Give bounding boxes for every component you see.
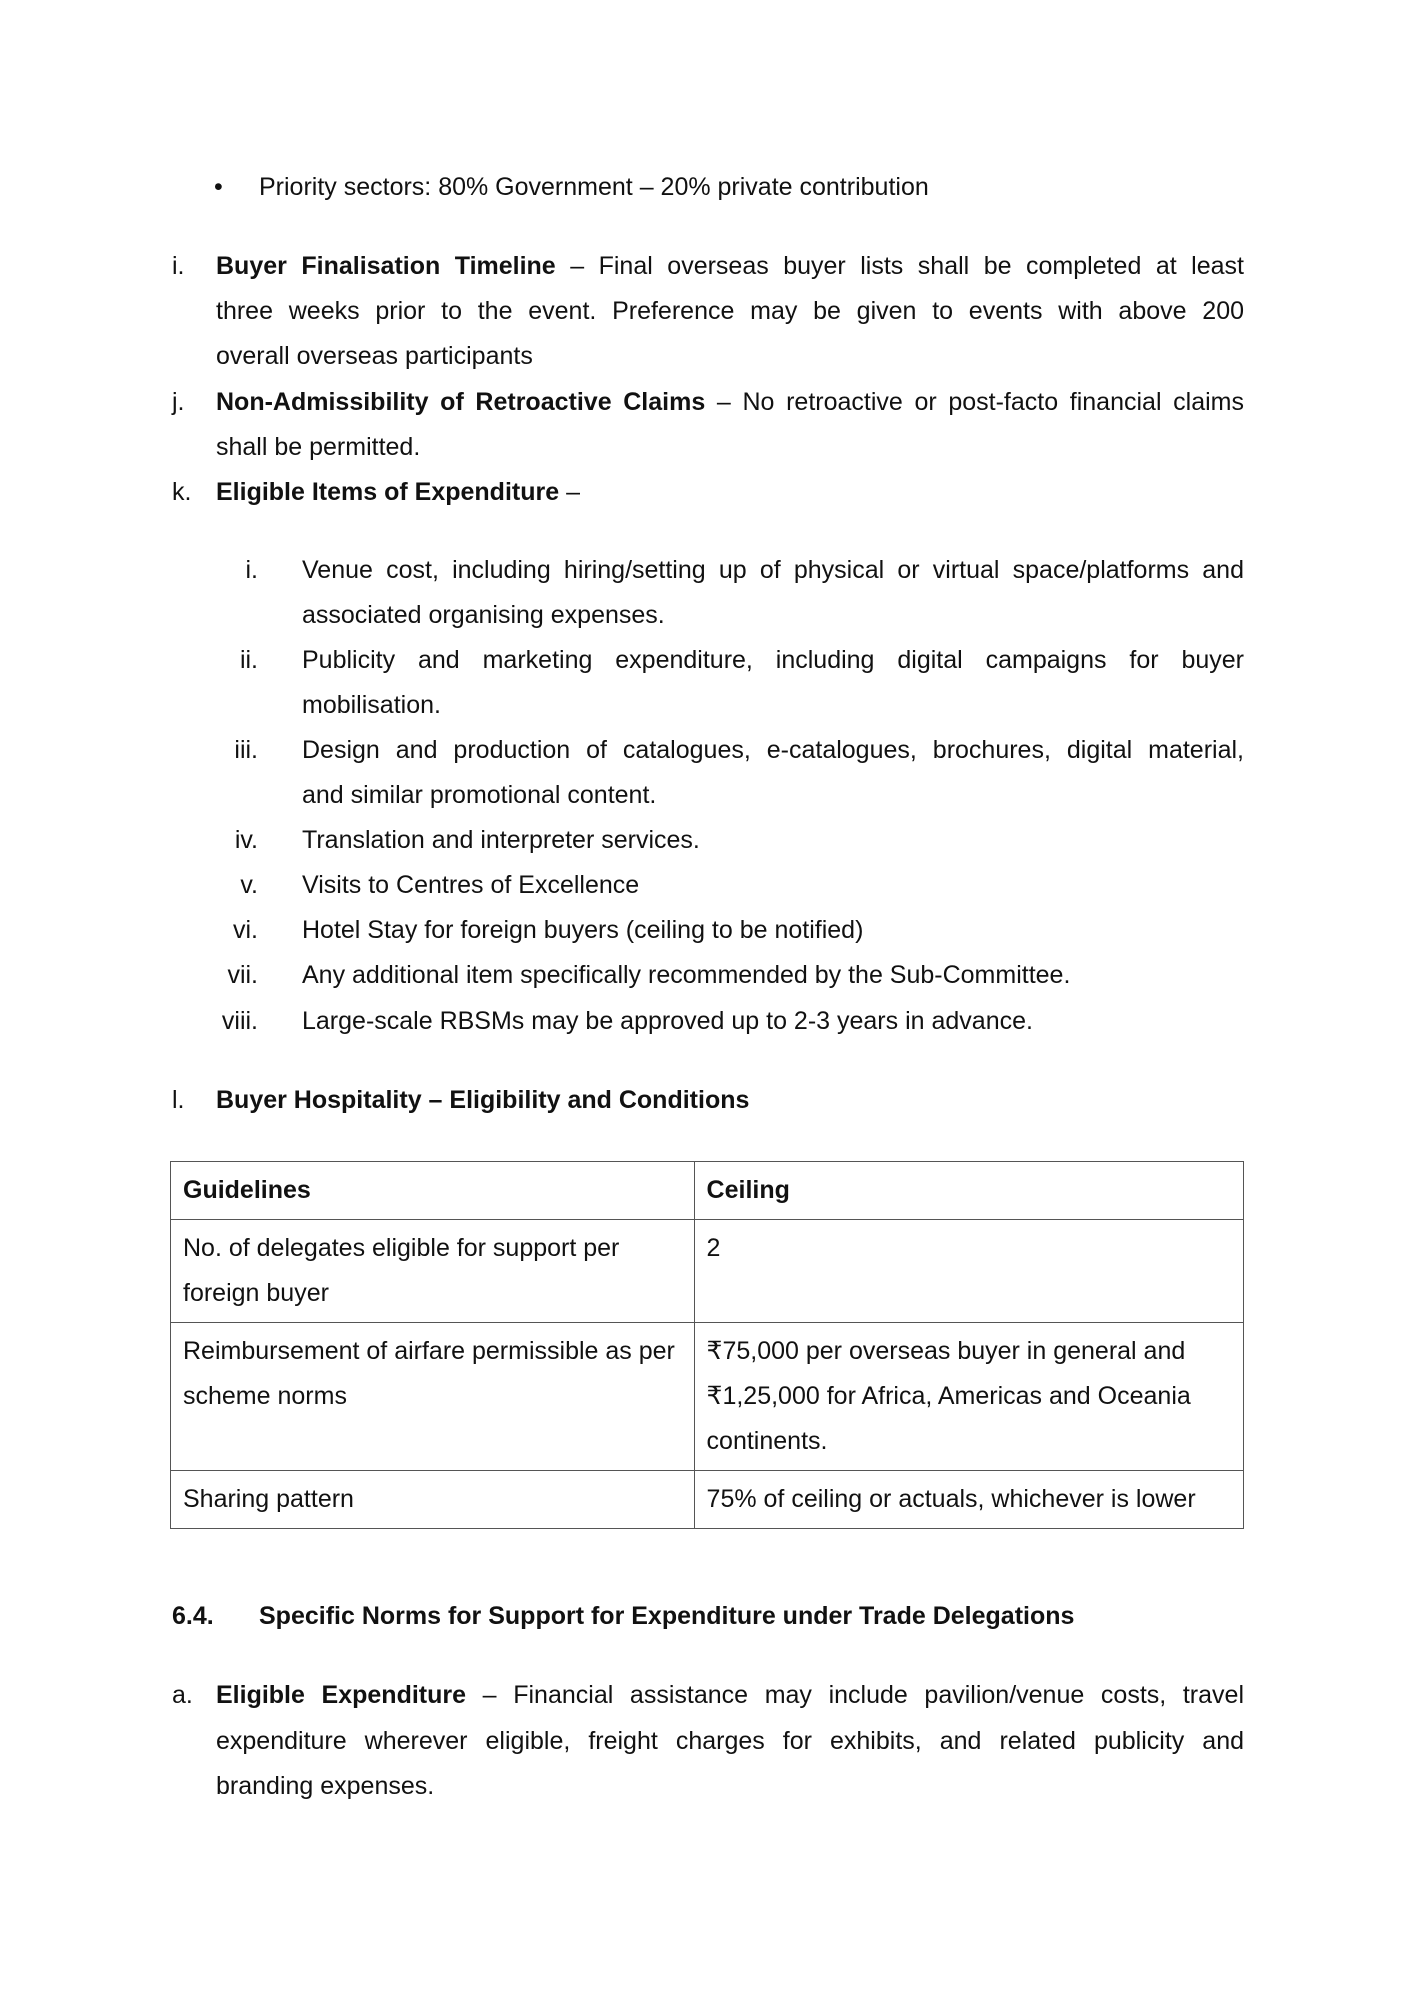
subitem-text-line: and similar promotional content. — [302, 781, 657, 809]
item-retroactive-claims-line1 — [216, 387, 1244, 417]
table-header-guidelines: Guidelines — [171, 1162, 695, 1220]
table-cell: 75% of ceiling or actuals, whichever is lower — [694, 1471, 1243, 1529]
table-cell: Reimbursement of airfare permissible as per scheme norms — [171, 1323, 695, 1471]
subitem-text-line: Large-scale RBSMs may be approved up to 2-3 years in advance. — [302, 1007, 1033, 1035]
table-header-row — [171, 1162, 1244, 1220]
table-cell: Sharing pattern — [171, 1471, 695, 1529]
subitem-marker: vii. — [227, 961, 258, 989]
item-eligible-expenditure-line1 — [216, 1680, 1244, 1710]
item-title: Non-Admissibility of Retroactive Claims — [216, 388, 706, 416]
table-header-ceiling: Ceiling — [694, 1162, 1243, 1220]
subitem-marker: iv. — [234, 826, 258, 854]
item-text: – No retroactive or post-facto financial claims — [705, 388, 1244, 416]
subitem-marker: i. — [245, 556, 258, 584]
item-text: – Final overseas buyer lists shall be completed at least — [555, 252, 1244, 280]
table-cell: 2 — [694, 1220, 1243, 1323]
item-marker: i. — [172, 252, 185, 280]
item-marker: l. — [172, 1086, 185, 1114]
section-number: 6.4. — [172, 1602, 214, 1630]
section-title: Specific Norms for Support for Expenditure under Trade Delegations — [259, 1602, 1075, 1630]
hospitality-heading: Buyer Hospitality – Eligibility and Conditions — [216, 1086, 750, 1114]
item-text-line: expenditure wherever eligible, freight charges for exhibits, and related publicity and — [216, 1727, 1244, 1755]
subitem-text-line: Venue cost, including hiring/setting up of physical or virtual space/platforms and — [302, 556, 1244, 584]
table-cell: ₹75,000 per overseas buyer in general and ₹1,25,000 for Africa, Americas and Oceania continents. — [694, 1323, 1243, 1471]
subitem-marker: iii. — [234, 736, 258, 764]
item-text: – — [559, 478, 580, 506]
subitem-marker: viii. — [221, 1007, 258, 1035]
item-text-line: overall overseas participants — [216, 342, 533, 370]
hospitality-table — [170, 1161, 1244, 1529]
item-title: Eligible Expenditure — [216, 1681, 467, 1709]
subitem-text-line: associated organising expenses. — [302, 601, 665, 629]
subitem-text-line: Design and production of catalogues, e-catalogues, brochures, digital material, — [302, 736, 1244, 764]
item-buyer-finalisation-line1 — [216, 251, 1244, 281]
item-title: Eligible Items of Expenditure — [216, 478, 560, 506]
subitem-text-line: Hotel Stay for foreign buyers (ceiling to be notified) — [302, 916, 864, 944]
table-row — [171, 1323, 1244, 1471]
subitem-text-line: Any additional item specifically recommended by the Sub-Committee. — [302, 961, 1071, 989]
item-title: Buyer Finalisation Timeline — [216, 252, 556, 280]
subitem-text-line: Translation and interpreter services. — [302, 826, 700, 854]
item-eligible-items-heading — [216, 477, 580, 507]
subitem-marker: vi. — [233, 916, 258, 944]
item-text-line: branding expenses. — [216, 1772, 435, 1800]
item-marker: k. — [172, 478, 192, 506]
bullet-text: Priority sectors: 80% Government – 20% private contribution — [259, 173, 929, 201]
item-text-line: three weeks prior to the event. Preference may be given to events with above 200 — [216, 297, 1244, 325]
subitem-marker: ii. — [239, 646, 258, 674]
item-marker: a. — [172, 1681, 193, 1709]
table-cell: No. of delegates eligible for support per foreign buyer — [171, 1220, 695, 1323]
subitem-text-line: mobilisation. — [302, 691, 441, 719]
subitem-text-line: Visits to Centres of Excellence — [302, 871, 640, 899]
subitem-text-line: Publicity and marketing expenditure, including digital campaigns for buyer — [302, 646, 1244, 674]
subitem-marker: v. — [240, 871, 258, 899]
item-text: – Financial assistance may include pavilion/venue costs, travel — [466, 1681, 1244, 1709]
table-row — [171, 1471, 1244, 1529]
table-row — [171, 1220, 1244, 1323]
bullet-icon: • — [214, 173, 223, 201]
item-text-line: shall be permitted. — [216, 433, 421, 461]
item-marker: j. — [172, 388, 185, 416]
